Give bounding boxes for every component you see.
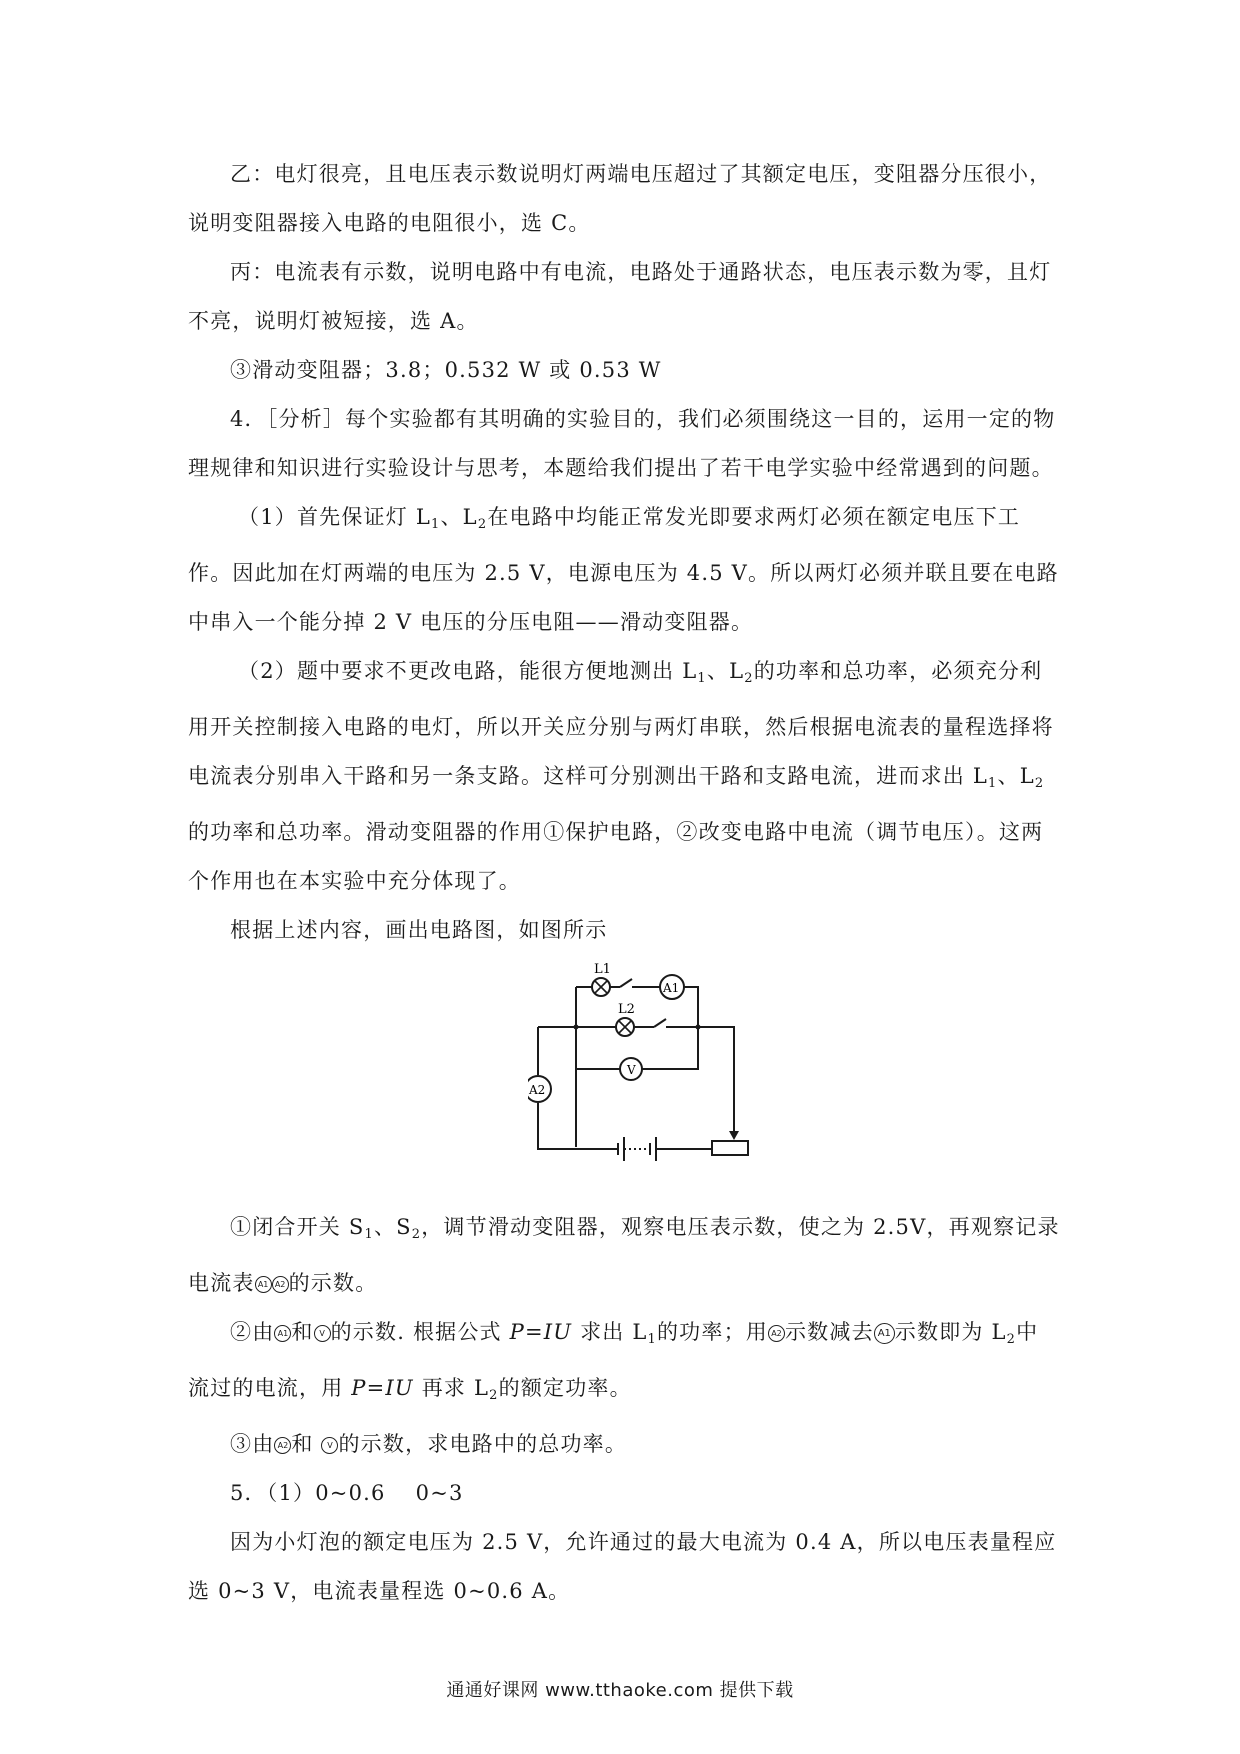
document-body: [188, 150, 1060, 1616]
ammeter-a2-symbol: A2: [768, 1325, 785, 1342]
junction-dot: [574, 1025, 579, 1030]
junction-dot: [696, 1025, 701, 1030]
circuit-diagram: [188, 955, 1060, 1203]
ammeter-a1-symbol: A1: [874, 1323, 895, 1344]
question-4-analysis: 4．［分析］每个实验都有其明确的实验目的，我们必须围绕这一目的，运用一定的物理规律和知识进行实验设计与思考，本题给我们提出了若干电学实验中经常遇到的问题。: [188, 407, 1056, 480]
rheostat-slider-arrow: [729, 1131, 739, 1140]
circuit-svg: [528, 961, 768, 1193]
ammeter-a1-label: A1: [663, 981, 680, 995]
question-5-answer: 5．（1）0~0.6 0~3: [230, 1481, 464, 1505]
battery: [618, 1137, 656, 1161]
analysis-part-1: （1）首先保证灯 $L_1$、$L_2$在电路中均能正常发光即要求两灯必须在额定电压下工作。因此加在灯两端的电压为 2.5 V，电源电压为 4.5 V。所以两灯必须并联且要在电路中串入一个能分掉 2 V 电压的分压电阻——滑动变阻器。: [188, 505, 1059, 634]
step-2: ②由 A1 和 V 的示数. 根据公式 P=IU 求出 $L_1$的功率；用 A2 示数减去 A1 示数即为 $L_2$中流过的电流，用 P=IU 再求 $L_2$的额定功率。: [188, 1320, 1039, 1403]
switch-s1: [620, 979, 632, 987]
lamp-l2: [616, 1018, 634, 1036]
voltmeter-symbol: V: [321, 1437, 338, 1454]
question-5-explanation: 因为小灯泡的额定电压为 2.5 V，允许通过的最大电流为 0.4 A，所以电压表量程应选 0~3 V，电流表量程选 0~0.6 A。: [188, 1530, 1057, 1603]
rheostat: [712, 1141, 748, 1155]
page-footer: 通通好课网 www.tthaoke.com 提供下载: [446, 1680, 794, 1701]
voltmeter-symbol: V: [314, 1325, 331, 1342]
paragraph-yi: 乙：电灯很亮，且电压表示数说明灯两端电压超过了其额定电压，变阻器分压很小，说明变阻器接入电路的电阻很小，选 C。: [188, 162, 1052, 235]
lamp-l1: [592, 978, 610, 996]
ammeter-a1-symbol: A1: [274, 1325, 291, 1342]
lamp-l1-label: L1: [594, 962, 611, 977]
step-3: ③由 A2 和 V 的示数，求电路中的总功率。: [230, 1432, 628, 1456]
switch-s2: [654, 1019, 666, 1027]
analysis-part-2: （2）题中要求不更改电路，能很方便地测出 $L_1$、$L_2$的功率和总功率，必须充分利用开关控制接入电路的电灯，所以开关应分别与两灯串联，然后根据电流表的量程选择将电流表分别串入干路和另一条支路。这样可分别测出干路和支路电流，进而求出 $L_1$、$L_2$的功率和总功率。滑动变阻器的作用①保护电路，②改变电路中电流（调节电压）。这两个作用也在本实验中充分体现了。: [188, 659, 1054, 893]
answer-rheostat: ③滑动变阻器；3.8；0.532 W 或 0.53 W: [230, 358, 662, 382]
ammeter-a2-symbol: A2: [272, 1276, 289, 1293]
paragraph-bing: 丙：电流表有示数，说明电路中有电流，电路处于通路状态，电压表示数为零，且灯不亮，说明灯被短接，选 A。: [188, 260, 1052, 333]
lamp-l2-label: L2: [618, 1002, 635, 1017]
ammeter-a1-symbol: A1: [255, 1276, 272, 1293]
voltmeter-label: V: [627, 1063, 636, 1077]
diagram-intro: 根据上述内容，画出电路图，如图所示: [230, 918, 608, 942]
ammeter-a2-symbol: A2: [274, 1437, 291, 1454]
step-1: ①闭合开关 $S_1$、$S_2$，调节滑动变阻器，观察电压表示数，使之为 2.5V，再观察记录电流表 A1 A2 的示数。: [188, 1215, 1060, 1295]
ammeter-a2-label: A2: [529, 1083, 546, 1097]
